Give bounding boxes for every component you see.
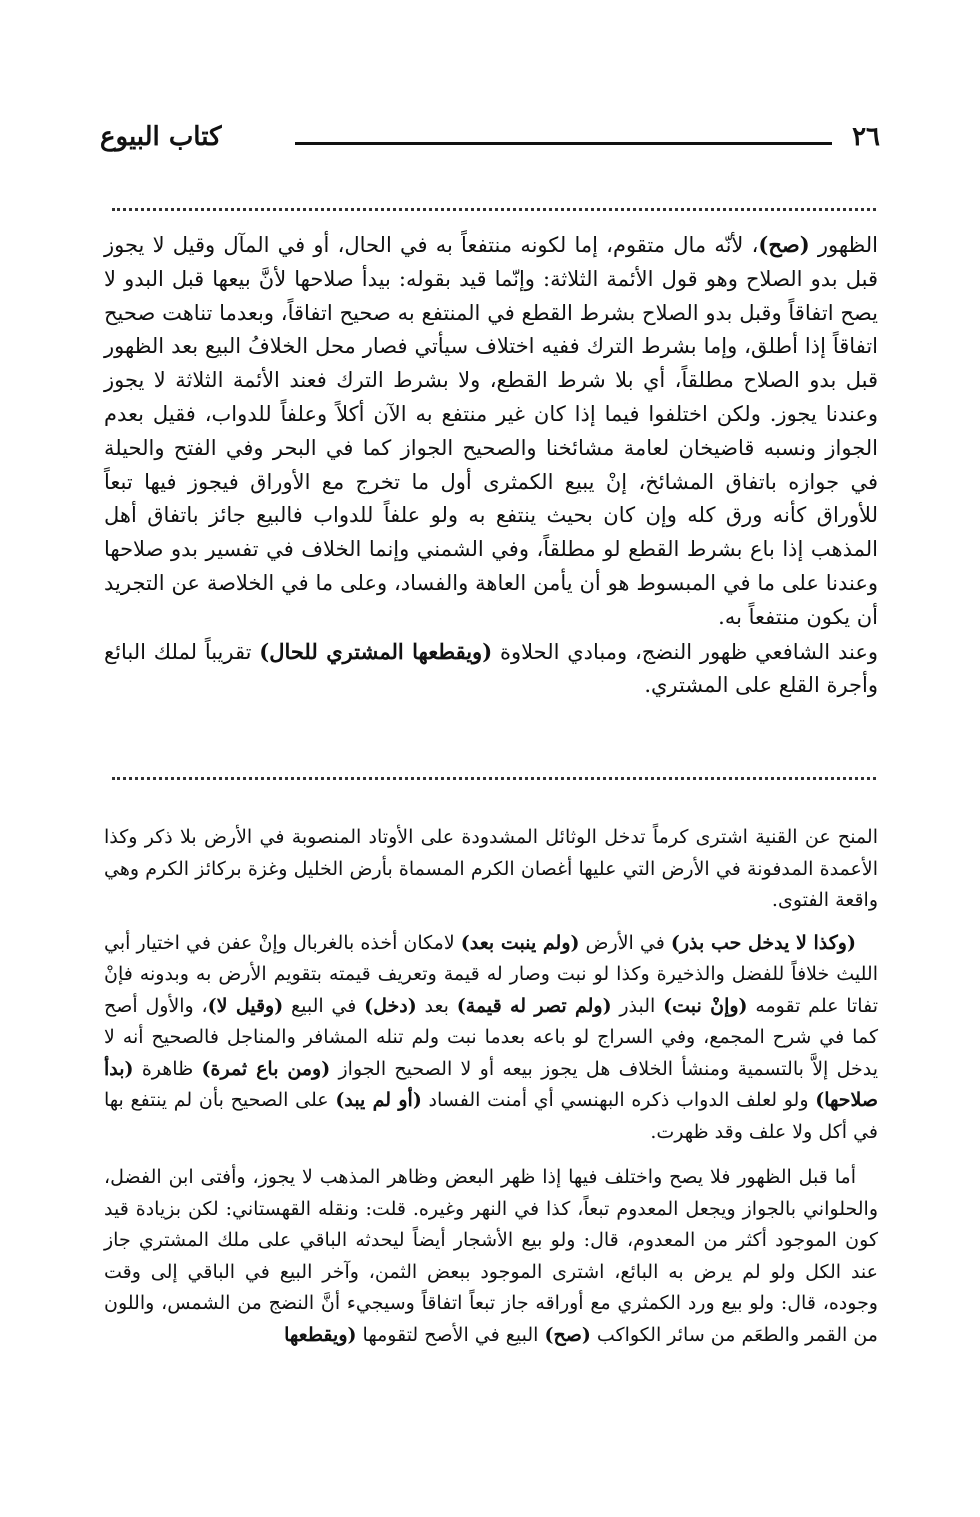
notes-section xyxy=(104,822,878,1351)
text-run: في الأرض xyxy=(579,931,671,954)
text-run: ، لأنّه مال متقوم، إما لكونه منتفعاً به في الحال، أو في المآل وقيل لا يجوز قبل بدو الصلاح وهو قول الأئمة الثلاثة: وإنّما قيد بقوله: بيدأ صلاحها لأنَّ بيعها قبل البدو لا يصح اتفاقاً وقبل بدو الصلاح بشرط القطع في المنتفع به صحيح اتفاقاً، وبعدما تناهت صحيح اتفاقاً إذا أطلق، وإما بشرط الترك ففيه اختلاف سيأتي فصار محل الخلافُ البيع بعد الظهور قبل بدو الصلاح مطلقاً، أي بلا شرط القطع، ولا بشرط الترك فعند الأئمة الثلاثة لا يجوز وعندنا يجوز. ولكن اختلفوا فيما إذا كان غير منتفع به الآن أكلاً وعلفاً للدواب، فقيل بعدم الجواز ونسبه قاضيخان لعامة مشائخنا والصحيح الجواز كما في البحر وفي الفتح والحيلة في جوازه باتفاق المشائخ، إنْ يبيع الكمثرى أول ما تخرج مع الأوراق فيجوز فيها تبعاً للأوراق كأنه ورق كله وإن كان بحيث ينتفع به ولو علفاً للدواب فالبيع جائز باتفاق أهل المذهب إذا باع بشرط القطع لو مطلقاً، وفي الشمني وإنما الخلاف في تفسير بدو صلاحها وعندنا على ما في المبسوط هو أن يأمن العاهة والفساد، وعلى ما في الخلاصة عن التجريد أن يكون منتفعاً به. xyxy=(104,233,878,629)
matn-text: (صح) xyxy=(544,1323,591,1346)
page-header xyxy=(100,120,880,160)
matn-text: (دخل) xyxy=(364,994,417,1017)
section-divider-middle xyxy=(112,777,876,780)
page-number: ٢٦ xyxy=(852,122,880,152)
text-run: بعد xyxy=(416,994,457,1017)
text-run: تقريباً لملك البائع وأجرة القلع على المشتري. xyxy=(104,639,878,698)
matn-text: (بدأ صلاحها) xyxy=(104,1057,878,1111)
text-run: لامكان أخذه بالغربال وإنْ عفن في اختيار أبي الليث خلافاً للفضل والذخيرة وكذا لو نبت وصار له قيمة وتعريف قيمته بتقويم الأرض به وبدونه فإنْ تفاتا علم تقومه xyxy=(104,931,878,1017)
matn-text: (ولم تصر له قيمة) xyxy=(456,994,612,1017)
matn-text: (ولم ينبت بعد) xyxy=(460,931,580,954)
text-run: أما قبل الظهور فلا يصح واختلف فيها إذا ظهر البعض وظاهر المذهب لا يجوز، وأفتى ابن الفضل، والحلواني بالجواز ويجعل المعدوم تبعاً، كذا في النهر وغيره. قلت: ونقله القهستاني: لكن بزيادة قيد كون الموجود أكثر من المعدوم، قال: ولو بيع الأشجار أيضاً ليحدثه الباقي على ملك المشتري جاز عند الكل ولو لم يرض به البائع، اشترى الموجود ببعض الثمن، وآخر البيع في الباقي إلى وقت وجوده، قال: ولو بيع ورد الكمثري مع أوراقه جاز تبعاً اتفاقاً وسيجيء أنَّ النضج من الشمس، واللون من القمر والطعَم من سائر الكواكب xyxy=(104,1166,878,1346)
matn-text: (ويقطعها xyxy=(284,1323,357,1346)
text-run: البيع في الأصح لتقومها xyxy=(356,1323,545,1346)
matn-text: (وإنْ نبت) xyxy=(663,994,748,1017)
note-paragraph xyxy=(104,1162,878,1351)
text-run: ولو لعلف الدواب ذكره البهنسي أي أمنت الفساد xyxy=(421,1089,816,1111)
matn-text: (صح) xyxy=(758,232,810,257)
matn-text: (ويقطعها المشتري للحال) xyxy=(259,638,493,664)
matn-text: (وكذا لا يدخل حب بذر) xyxy=(670,931,856,954)
text-run: وعند الشافعي ظهور النضج، ومبادي الحلاوة xyxy=(492,639,878,664)
header-rule xyxy=(295,142,832,145)
note-paragraph xyxy=(104,822,878,917)
note-paragraph xyxy=(104,928,878,1149)
matn-text: (وقيل لا) xyxy=(207,994,284,1017)
matn-text: (ومن باع ثمرة) xyxy=(201,1057,331,1080)
text-run: المنح عن القنية اشترى كرماً تدخل الوثائل المشدودة على الأوتاد المنصوبة في الأرض بلا ذكر وكذا الأعمدة المدفونة في الأرض التي عليها أغصان الكرم المسماة بأرض الخليل وغزة بركائز الكرم وهي واقعة الفتوى. xyxy=(104,826,878,911)
commentary-paragraph xyxy=(104,228,878,635)
text-run: ، والأول أصح كما في شرح المجمع، وفي السراج لو باعه بعدما نبت ولم تنله المشافر والمناجل فالصحيح أنه لا يدخل إلاَّ بالتسمية ومنشأ الخلاف هل يجوز بيعه أو لا الصحيح الجواز xyxy=(104,994,879,1080)
commentary-paragraph xyxy=(104,635,878,704)
text-run: البذر xyxy=(611,994,664,1017)
text-run: ظاهرة xyxy=(133,1057,202,1080)
text-run: على الصحيح بأن لم ينتفع بها في أكل ولا علف وقد ظهرت. xyxy=(104,1089,878,1143)
text-run: الظهور xyxy=(809,233,878,257)
book-title: كتاب البيوع xyxy=(100,122,222,152)
matn-text: (أو لم يبد) xyxy=(335,1089,422,1111)
commentary-section xyxy=(104,228,878,703)
text-run: في البيع xyxy=(283,994,365,1017)
section-divider-top xyxy=(112,208,876,211)
